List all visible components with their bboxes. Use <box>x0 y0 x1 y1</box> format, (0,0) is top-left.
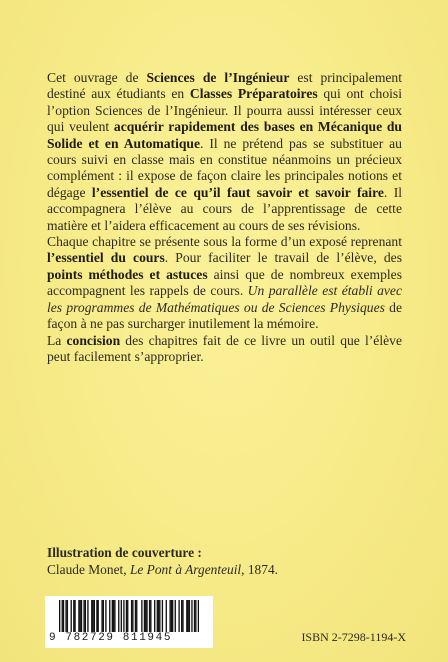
blurb-paragraph-1 <box>47 70 402 234</box>
barcode-bar <box>194 600 195 632</box>
blurb-text-run: La <box>47 332 67 348</box>
blurb-text-run: l’essentiel de ce qu’il faut savoir et savoir faire <box>91 184 384 200</box>
barcode-bar <box>114 600 115 632</box>
barcode-bar <box>182 600 183 632</box>
blurb-text-run: l’essentiel du cours <box>47 250 165 266</box>
barcode-bar <box>121 600 122 632</box>
barcode-bar <box>87 600 88 632</box>
barcode-bar <box>149 600 150 632</box>
barcode-bar <box>67 600 68 632</box>
barcode-bar <box>186 600 187 632</box>
barcode-bar <box>96 600 97 632</box>
barcode-bar <box>144 600 145 632</box>
barcode-bar <box>150 600 151 632</box>
blurb-text-run: de façon à ne pas surcharger inutilement la mémoire. <box>47 299 403 332</box>
barcode-bar <box>154 600 155 632</box>
barcode-bar <box>181 600 182 632</box>
barcode-bar <box>198 600 199 632</box>
barcode-bar <box>92 600 93 632</box>
barcode-bar <box>98 600 99 632</box>
barcode-bar <box>136 600 137 632</box>
barcode-bar <box>109 600 110 632</box>
barcode-bar <box>157 600 158 632</box>
barcode-bar <box>158 600 159 632</box>
barcode-bar <box>113 600 114 632</box>
barcode-bar <box>78 600 79 632</box>
blurb-paragraph-2 <box>47 234 402 332</box>
barcode-bar <box>62 600 63 632</box>
barcode-bar <box>94 600 95 632</box>
barcode-bar <box>169 600 170 632</box>
blurb-text-run: . Pour faciliter le travail de l’élève, des <box>164 250 402 266</box>
barcode-bar <box>166 600 167 632</box>
barcode-bar <box>83 600 84 632</box>
barcode-bar <box>123 600 124 632</box>
barcode-bar <box>159 600 160 632</box>
barcode-bar <box>73 600 74 632</box>
barcode-bar <box>101 600 102 632</box>
blurb-text-run: acquérir rapidement des bases en Mécanique du Solide et en Automatique <box>47 119 402 151</box>
barcode-bar <box>74 600 75 632</box>
credit-artist: Claude Monet, <box>47 562 130 577</box>
barcode-bar <box>146 600 147 632</box>
barcode-bar <box>81 600 82 632</box>
credit-year: , 1874. <box>241 562 278 577</box>
barcode-bar <box>162 600 163 632</box>
barcode-bar <box>91 600 92 632</box>
barcode <box>45 596 213 648</box>
barcode-bar <box>126 600 127 632</box>
blurb-text-run: Classes Préparatoires <box>189 86 318 102</box>
blurb-text-run: . Il accompagnera l’élève au cours de l’apprentissage de cette matière et l’aidera efficacement au cours de ses révisions. <box>47 184 403 233</box>
barcode-bar <box>80 600 81 632</box>
barcode-bar <box>135 600 136 632</box>
isbn-number: ISBN 2-7298-1194-X <box>301 630 406 644</box>
barcode-bar <box>145 600 146 632</box>
barcode-bar <box>191 600 192 632</box>
barcode-bar <box>59 600 60 632</box>
barcode-bar <box>131 600 132 632</box>
barcode-bar <box>71 600 72 632</box>
blurb-text-run: Cet ouvrage de <box>47 70 147 85</box>
barcode-digits: 9 782729 811945 <box>49 632 173 644</box>
barcode-bar <box>127 600 128 632</box>
blurb-text-run: . Il ne prétend pas se substituer au cours suivi en classe mais en constitue néanmoins un précieux complément : il expose de façon claire les principales notions et dégage <box>47 135 402 200</box>
blurb-text-run: points méthodes et astuces <box>47 266 208 282</box>
blurb-text-run: qui ont choisi l’option Sciences de l’Ingénieur. Il pourra aussi intéresser ceux qui veulent <box>47 86 402 135</box>
barcode-bar <box>172 600 173 632</box>
blurb-text-run: concision <box>66 332 121 348</box>
credit-heading: Illustration de couverture : <box>47 545 202 560</box>
blurb-text-run: Sciences de l’Ingénieur <box>146 70 290 85</box>
barcode-bar <box>178 600 179 632</box>
barcode-bars <box>59 600 199 632</box>
credit-work-title: Le Pont à Argenteuil <box>129 562 242 577</box>
blurb-text-run: Chaque chapitre se présente sous la forme d’un exposé reprenant <box>47 234 402 250</box>
back-cover-blurb <box>47 70 402 365</box>
blurb-text-run: des chapitres fait de ce livre un outil que l’élève peut facilement s’approprier. <box>47 332 402 364</box>
barcode-bar <box>141 600 142 632</box>
barcode-bar <box>103 600 104 632</box>
blurb-paragraph-3 <box>47 333 402 366</box>
blurb-text-run: est principalement destiné aux étudiants en <box>47 70 403 102</box>
barcode-bar <box>63 600 64 632</box>
barcode-bar <box>112 600 113 632</box>
barcode-bar <box>85 600 86 632</box>
barcode-bar <box>187 600 188 632</box>
barcode-bar <box>105 600 106 632</box>
cover-illustration-credit <box>47 544 402 578</box>
barcode-bar <box>132 600 133 632</box>
barcode-bar <box>171 600 172 632</box>
barcode-bar <box>195 600 196 632</box>
barcode-bar <box>189 600 190 632</box>
barcode-bar <box>65 600 66 632</box>
barcode-bar <box>118 600 119 632</box>
barcode-bar <box>175 600 176 632</box>
blurb-text-run: Un parallèle est établi avec les programmes de Mathématiques ou de Sciences Physiques <box>47 283 402 315</box>
blurb-text-run: ainsi que de nombreux exemples accompagnent les rappels de cours. <box>47 266 402 299</box>
